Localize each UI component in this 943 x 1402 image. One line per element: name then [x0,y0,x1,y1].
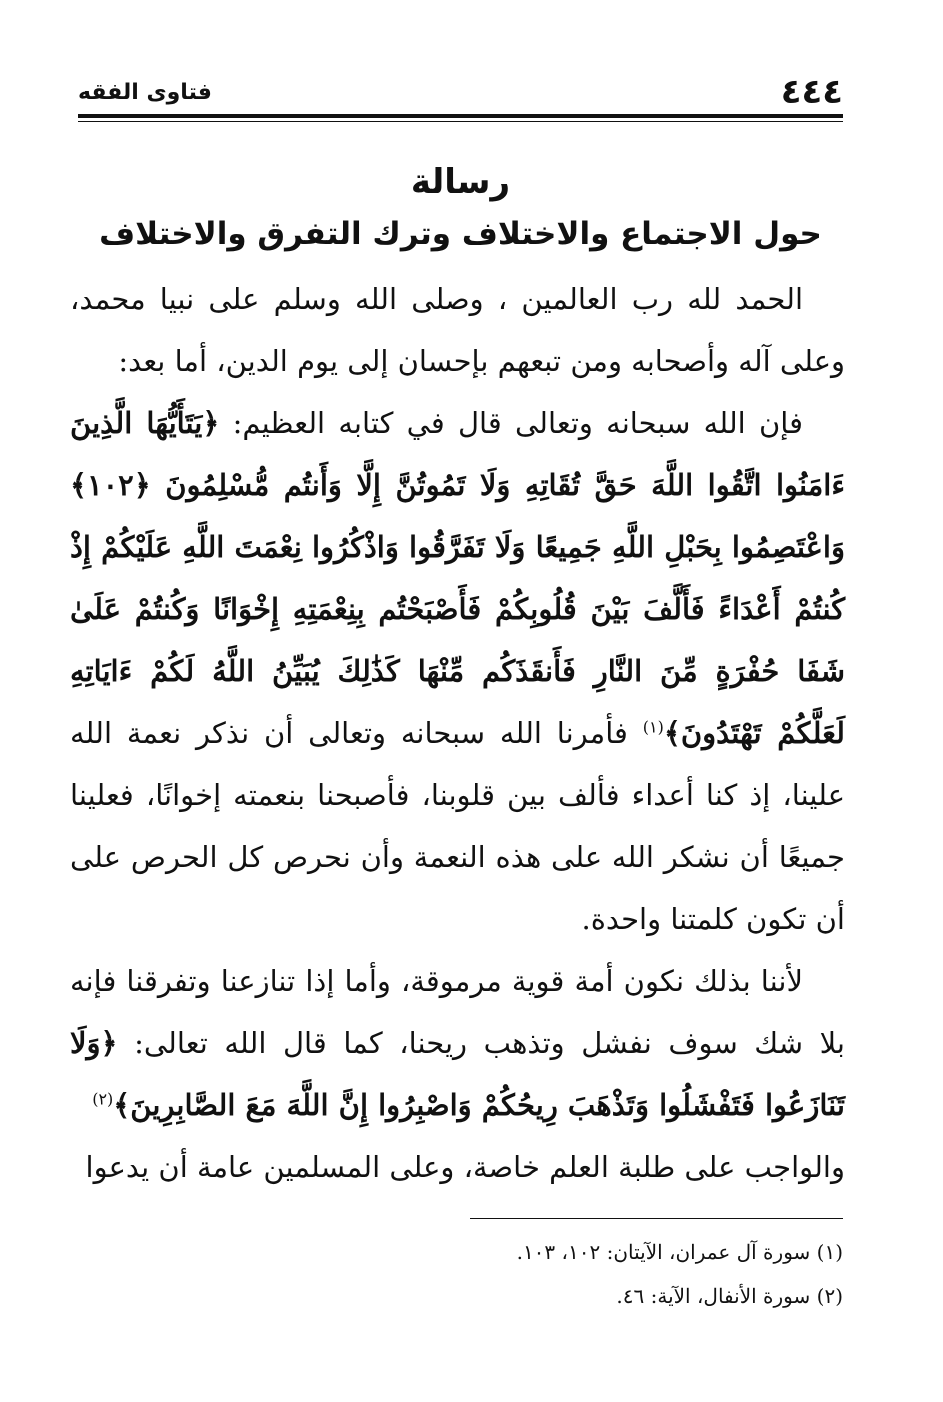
body-text [70,268,845,1198]
footnote-ref: (١) [642,717,664,737]
footnotes [78,1230,843,1318]
footnote: (٢) سورة الأنفال، الآية: ٤٦. [616,1284,843,1308]
footnote: (١) سورة آل عمران، الآيتان: ١٠٢، ١٠٣. [516,1240,843,1264]
quran-verse: وَلَا تَنَازَعُوا فَتَفْشَلُوا وَتَذْهَبَ رِيحُكُمْ وَاصْبِرُوا إِنَّ اللَّهَ مَعَ الصَّابِرِينَ [70,1026,845,1122]
footnote-ref: (٢) [92,1089,114,1109]
paragraph [70,268,845,392]
page-header [78,72,843,116]
quran-verse: يَتَأَيُّهَا الَّذِينَ ءَامَنُوا اتَّقُوا اللَّهَ حَقَّ تُقَاتِهِ وَلَا تَمُوتُنَّ إِلَّا وَأَنتُم مُّسْلِمُونَ ﴿١٠٢﴾ وَاعْتَصِمُوا بِحَبْلِ اللَّهِ جَمِيعًا وَلَا تَفَرَّقُوا وَاذْكُرُوا نِعْمَتَ اللَّهِ عَلَيْكُمْ إِذْ كُنتُمْ أَعْدَاءً فَأَلَّفَ بَيْنَ قُلُوبِكُمْ فَأَصْبَحْتُم بِنِعْمَتِهِ إِخْوَانًا وَكُنتُمْ عَلَىٰ شَفَا حُفْرَةٍ مِّنَ النَّارِ فَأَنقَذَكُم مِّنْهَا كَذَٰلِكَ يُبَيِّنُ اللَّهُ لَكُمْ ءَايَاتِهِ لَعَلَّكُمْ تَهْتَدُونَ [70,406,845,750]
quran-close-brace: ﴾ [113,1088,131,1122]
paragraph-text: فأمرنا الله سبحانه وتعالى أن نذكر نعمة الله علينا، إذ كنا أعداء فألف بين قلوبنا، فأصبحنا بنعمته إخوانًا، فعلينا جميعًا أن نشكر الله على هذه النعمة وأن نحرص كل الحرص على أن تكون كلمتنا واحدة. [70,716,845,936]
paragraph-text: لأننا بذلك نكون أمة قوية مرموقة، وأما إذا تنازعنا وتفرقنا فإنه بلا شك سوف نفشل وتذهب ريحنا، كما قال الله تعالى: [70,964,845,1060]
quran-open-brace: ﴿ [202,406,220,440]
paragraph [70,1136,845,1198]
paragraph [70,950,845,1136]
section-title: رسالة [410,162,511,202]
quran-open-brace: ﴿ [100,1026,118,1060]
header-rule [78,114,843,118]
paragraph-text: والواجب على طلبة العلم خاصة، وعلى المسلمين عامة أن يدعوا [85,1150,845,1184]
paragraph [70,392,845,950]
section-subtitle: حول الاجتماع والاختلاف وترك التفرق والاختلاف [99,216,822,252]
page-number: ٤٤٤ [780,72,843,112]
running-title: فتاوى الفقه [78,80,212,105]
quran-close-brace: ﴾ [663,716,681,750]
paragraph-text: الحمد لله رب العالمين ، وصلى الله وسلم على نبيا محمد، وعلى آله وأصحابه ومن تبعهم بإحسان إلى يوم الدين، أما بعد: [70,282,845,378]
paragraph-text: فإن الله سبحانه وتعالى قال في كتابه العظيم: [219,406,803,440]
footnote-rule [470,1218,843,1219]
header-rule-thin [78,121,843,122]
